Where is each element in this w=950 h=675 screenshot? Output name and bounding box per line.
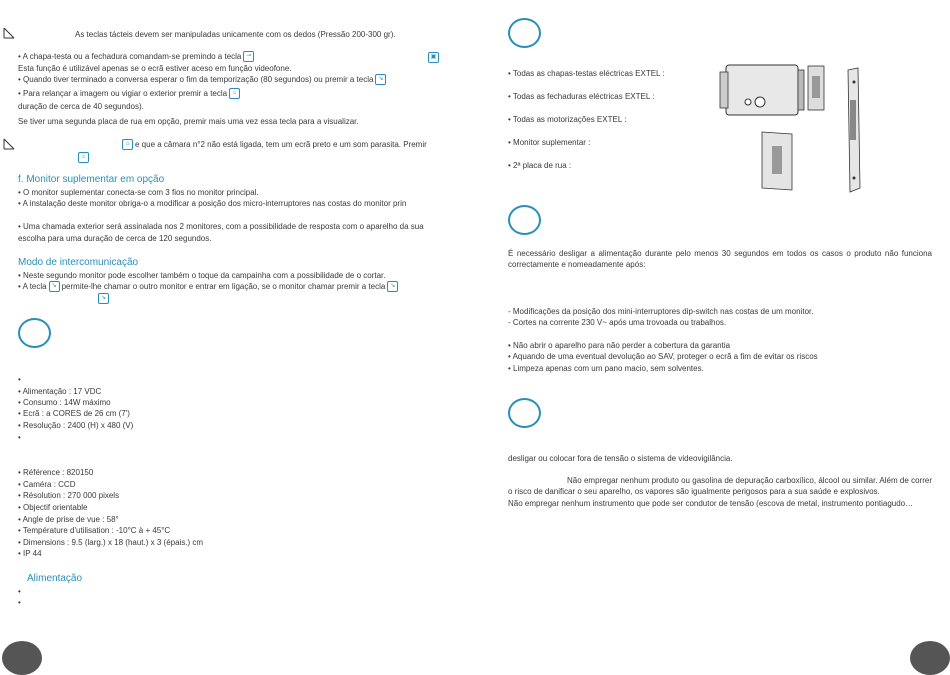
text-line: • Para relançar a imagem ou vigiar o exterior premir a tecla ⌂ [18, 88, 242, 99]
spec-line: • Caméra : CCD [18, 480, 76, 489]
intercom-icon: ↘ [387, 281, 398, 292]
intercom-icon: ↘ [49, 281, 60, 292]
text-line: • Não abrir o aparelho para não perder a cobertura da garantia [508, 341, 731, 350]
text-line: • A instalação deste monitor obriga-o a modificar a posição dos micro-interruptores nas costas do monitor prin [18, 199, 407, 208]
compat-line: • Todas as motorizações EXTEL : [508, 115, 627, 124]
compat-line: • Todas as fechaduras eléctricas EXTEL : [508, 92, 655, 101]
spec-line: • Objectif orientable [18, 503, 88, 512]
section-circle [18, 318, 51, 348]
text-line: Se tiver uma segunda placa de rua em opção, premir mais uma vez essa tecla para a visualizar. [18, 117, 359, 126]
text-line: • Neste segundo monitor pode escolher também o toque da campainha com a possibilidade de o cortar. [18, 271, 386, 280]
paragraph: É necessário desligar a alimentação durante pelo menos 30 segundos em todos os casos o produto não funciona correctamente e nomeadamente após: [508, 249, 932, 269]
camera-icon: ⌂ [229, 88, 240, 99]
product-image [716, 60, 866, 195]
spec-line: • [18, 587, 21, 596]
text-line: • Limpeza apenas com um pano macio, sem solventes. [508, 364, 704, 373]
text-line: • A chapa-testa ou a fechadura comandam-se premindo a tecla ⊸ [18, 51, 256, 62]
spec-line: • Ecrã : a CORES de 26 cm (7') [18, 409, 130, 418]
section-circle [508, 398, 541, 428]
page-number-badge [910, 641, 950, 675]
text-line: ⌂ e que a câmara n°2 não está ligada, tem um ecrã preto e um som parasita. Premir [120, 139, 427, 150]
intercom-icon: ↘ [98, 293, 109, 304]
spec-line: • Résolution : 270 000 pixels [18, 491, 120, 500]
text-line: duração de cerca de 40 segundos). [18, 102, 144, 111]
text-line: Não empregar nenhum instrumento que pode ser condutor de tensão (escova de metal, instrumento pontiagudo… [508, 499, 914, 508]
camera-icon: ⌂ [78, 152, 89, 163]
text-line: • Uma chamada exterior será assinalada nos 2 monitores, com a possibilidade de resposta com o aparelho da sua [18, 222, 424, 231]
spec-line: • [18, 375, 21, 384]
warning-icon [3, 27, 15, 39]
spec-line: • Angle de prise de vue : 58° [18, 515, 119, 524]
text-line: • O monitor suplementar conecta-se com 3 fios no monitor principal. [18, 188, 259, 197]
text-line: desligar ou colocar fora de tensão o sistema de videovigilância. [508, 454, 733, 463]
text-line: • Quando tiver terminado a conversa esperar o fim da temporização (80 segundos) ou premir a tecla ↘ [18, 74, 388, 85]
spec-line: • [18, 598, 21, 607]
section-circle [508, 205, 541, 235]
spec-line: • Resolução : 2400 (H) x 480 (V) [18, 421, 134, 430]
compat-line: • Monitor suplementar : [508, 138, 591, 147]
intercom-icon: ↘ [375, 74, 386, 85]
spec-line: • Température d'utilisation : -10°C à + 45°C [18, 526, 171, 535]
spec-line: • Dimensions : 9.5 (larg.) x 18 (haut.) x 3 (épais.) cm [18, 538, 204, 547]
paragraph: Não empregar nenhum produto ou gasolina de depuração carboxílico, álcool ou similar. Além de correr o risco de danificar o seu aparelho, os vapores são igualmente perigosos para a sua saúde e explosivos. [508, 476, 932, 496]
section-heading: Alimentação [27, 573, 83, 584]
camera-icon: ⌂ [122, 139, 133, 150]
compat-line: • Todas as chapas-testas eléctricas EXTEL : [508, 69, 665, 78]
spec-line: • Consumo : 14W máximo [18, 398, 111, 407]
spec-line: • Référence : 820150 [18, 468, 94, 477]
section-heading: Modo de intercomunicação [18, 257, 139, 268]
spec-line: • Alimentação : 17 VDC [18, 387, 102, 396]
text-line: escolha para uma duração de cerca de 120 segundos. [18, 234, 212, 243]
text-line: - Modificações da posição dos mini-interruptores dip-switch nas costas de um monitor. [508, 307, 814, 316]
text-line: - Cortes na corrente 230 V~ após uma trovoada ou trabalhos. [508, 318, 727, 327]
compat-line: • 2ª placa de rua : [508, 161, 572, 170]
text-line: • A tecla ↘ permite-lhe chamar o outro monitor e entrar em ligação, se o monitor chamar premir a tecla ↘ [18, 281, 400, 292]
section-heading: f. Monitor suplementar em opção [18, 174, 165, 185]
section-circle [508, 18, 541, 48]
warning-icon [3, 138, 15, 150]
text-line: Esta função é utilizável apenas se o ecrã estiver aceso em função videofone. [18, 64, 292, 73]
page-number-badge [2, 641, 42, 675]
tactile-note: As teclas tácteis devem ser manipuladas unicamente com os dedos (Pressão 200-300 gr). [75, 30, 396, 39]
lock-icon: ⊸ [243, 51, 254, 62]
spec-line: • IP 44 [18, 549, 42, 558]
key-icon: ▣ [428, 52, 439, 63]
spec-line: • [18, 433, 21, 442]
text-line: • Aquando de uma eventual devolução ao SAV, proteger o ecrã a fim de evitar os riscos [508, 352, 818, 361]
